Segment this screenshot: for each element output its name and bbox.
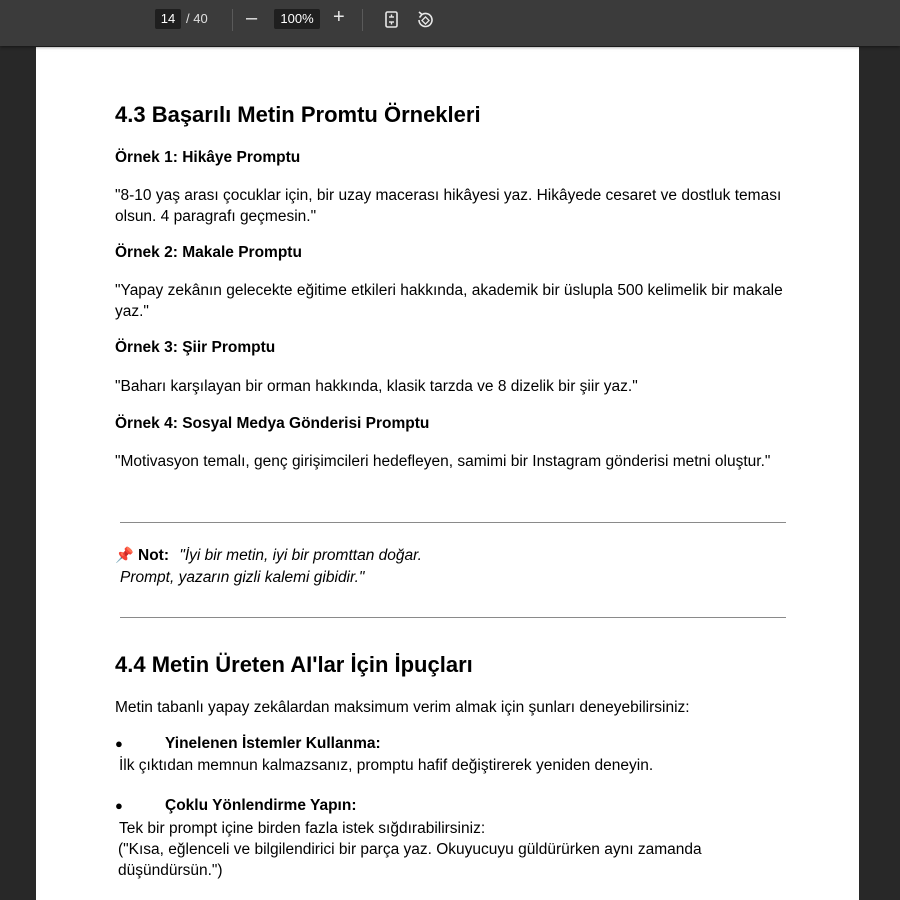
tip-2-title: Çoklu Yönlendirme Yapın: [165,797,357,814]
section-4-4-title: 4.4 Metin Üreten AI'lar İçin İpuçları [115,652,473,677]
tip-1-heading [115,735,381,753]
tip-2-heading [115,797,357,815]
page-number-input[interactable]: 14 [155,9,181,29]
example-2-title: Örnek 2: Makale Promptu [115,244,302,261]
page-total-label: / 40 [186,11,208,26]
note-line-1: "İyi bir metin, iyi bir promttan doğar. [179,547,422,564]
section-4-4-intro: Metin tabanlı yapay zekâlardan maksimum verim almak için şunları deneyebilirsiniz: [115,699,690,716]
toolbar-separator [362,9,363,31]
example-1-text: "8-10 yaş arası çocuklar için, bir uzay macerası hikâyesi yaz. Hikâyede cesaret ve dostluk teması olsun. 4 paragrafı geçmesin." [115,187,782,225]
example-4-text: "Motivasyon temalı, genç girişimcileri hedefleyen, samimi bir Instagram gönderisi metni oluştur." [115,453,771,470]
example-1-title: Örnek 1: Hikâye Promptu [115,149,301,166]
bullet-icon: ● [115,798,123,813]
bullet-icon: ● [115,736,123,751]
example-2-text: "Yapay zekânın gelecekte eğitime etkileri hakkında, akademik bir üslupla 500 kelimelik bir makale yaz." [115,282,783,320]
pdf-page [36,47,859,900]
example-3-text: "Baharı karşılayan bir orman hakkında, klasik tarzda ve 8 dizelik bir şiir yaz." [115,378,638,395]
toolbar-separator [232,9,233,31]
fit-page-icon[interactable] [381,9,403,31]
note-block-line-2 [120,567,364,589]
note-line-2: Prompt, yazarın gizli kalemi gibidir." [120,569,365,586]
tip-1-text: İlk çıktıdan memnun kalmazsanız, promptu hafif değiştirerek yeniden deneyin. [119,757,654,774]
example-4-title: Örnek 4: Sosyal Medya Gönderisi Promptu [115,415,430,432]
divider [120,617,786,618]
rotate-icon[interactable] [414,9,436,31]
note-block [115,545,422,567]
tip-2-text-1: Tek bir prompt içine birden fazla istek sığdırabilirsiniz: [119,820,486,837]
zoom-level-input[interactable]: 100% [274,9,320,29]
note-label: Not: [138,547,169,564]
pushpin-icon: 📌 [115,547,134,564]
tip-1-title: Yinelenen İstemler Kullanma: [165,735,381,752]
section-4-3-title: 4.3 Başarılı Metin Promtu Örnekleri [115,102,481,127]
tip-2-text-2: ("Kısa, eğlenceli ve bilgilendirici bir parça yaz. Okuyucuyu güldürürken aynı zamanda düşündürsün.") [118,841,702,879]
divider [120,522,786,523]
zoom-in-button[interactable]: + [333,6,345,28]
zoom-out-button[interactable]: – [246,7,258,29]
pdf-toolbar [0,0,900,46]
example-3-title: Örnek 3: Şiir Promptu [115,339,276,356]
